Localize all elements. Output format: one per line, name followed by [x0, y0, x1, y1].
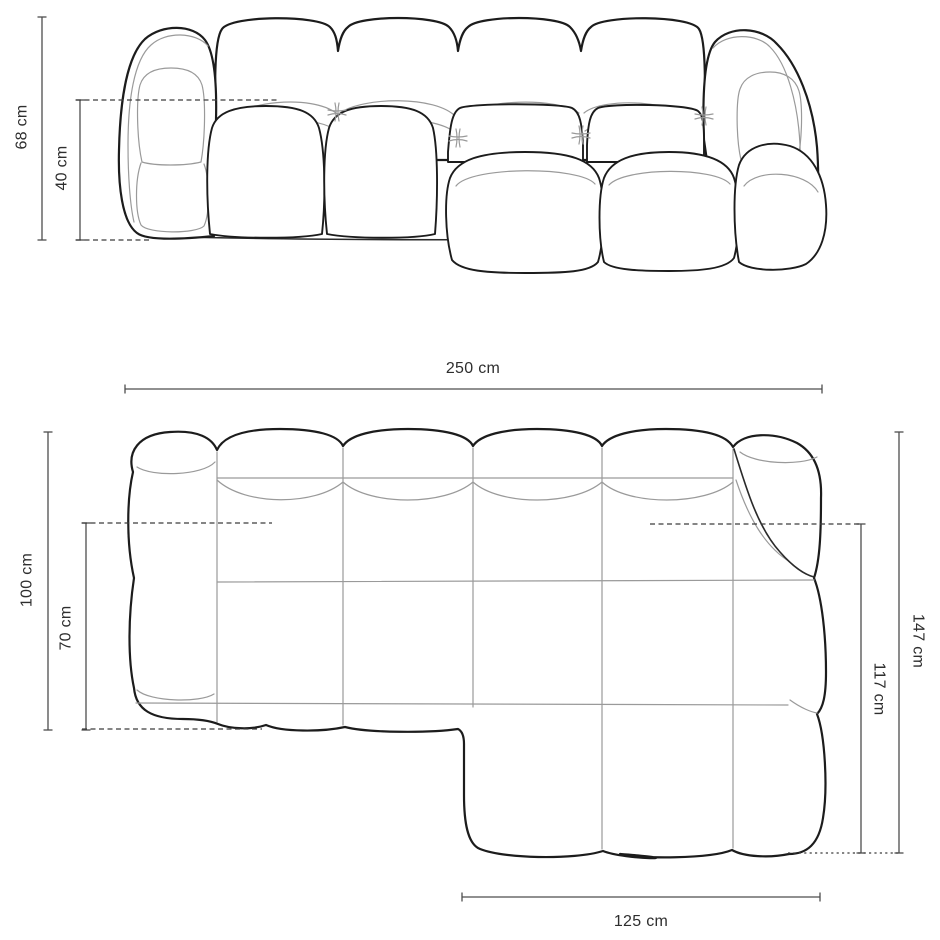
front-seat-height-label: 40 cm [53, 145, 71, 191]
top-silhouette [128, 429, 826, 858]
top-seat-depth-label: 70 cm [57, 605, 75, 651]
dimension-40cm [54, 100, 85, 240]
dimension-147cm [895, 432, 927, 853]
dimension-125cm [462, 893, 820, 931]
dimension-100cm [19, 432, 53, 730]
top-chaise-width-label: 125 cm [613, 913, 669, 930]
dimension-117cm [857, 524, 888, 853]
front-total-height-label: 68 cm [13, 104, 31, 150]
top-chaise-total-depth-label: 147 cm [909, 613, 927, 669]
front-chaise-cushion-1 [446, 152, 603, 273]
dimension-68cm [14, 17, 47, 240]
dimension-70cm [58, 523, 91, 730]
top-total-width-label: 250 cm [445, 360, 501, 377]
front-seat-1 [207, 106, 324, 238]
front-left-arm [119, 28, 216, 239]
top-chaise-inner-depth-label: 117 cm [870, 662, 888, 716]
front-chaise-cushion-2 [600, 152, 739, 271]
top-view-drawing [19, 360, 927, 930]
front-view-drawing [14, 17, 827, 273]
dimension-250cm [125, 360, 822, 394]
front-seat-2 [324, 106, 437, 238]
top-total-depth-label: 100 cm [18, 552, 36, 608]
front-chaise-cushion-right [735, 144, 827, 270]
